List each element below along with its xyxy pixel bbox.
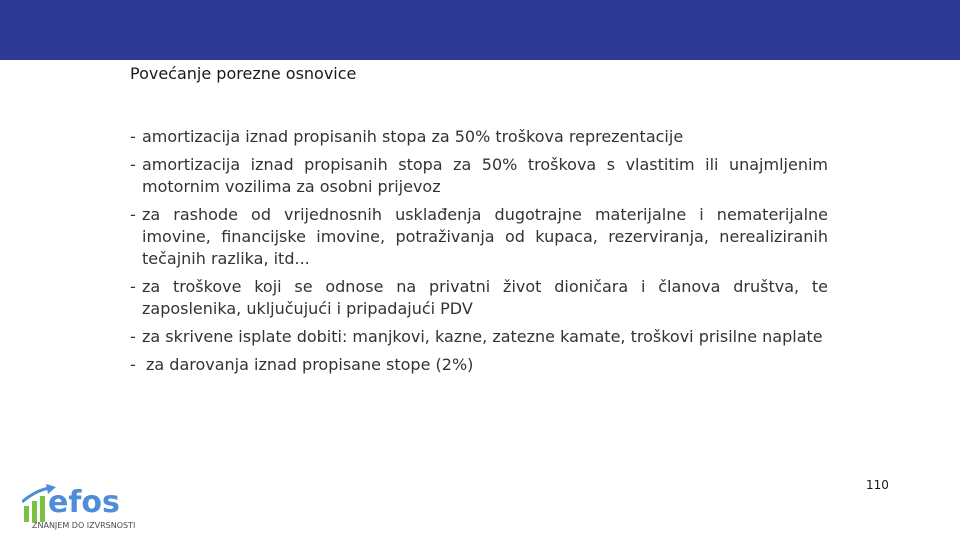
bullet-item xyxy=(130,326,828,348)
top-bar xyxy=(0,0,960,60)
bullet-text: za skrivene isplate dobiti: manjkovi, kazne, zatezne kamate, troškovi prisilne naplate xyxy=(142,327,823,346)
bullet-text: za troškove koji se odnose na privatni život dioničara i članova društva, te zaposlenika, uključujući i pripadajući PDV xyxy=(142,277,828,318)
bullet-dash: - xyxy=(130,205,136,224)
bullet-dash: - xyxy=(130,277,136,296)
bullet-item xyxy=(130,204,828,270)
page-number: 110 xyxy=(866,478,889,492)
slide-title: Povećanje porezne osnovice xyxy=(130,64,357,83)
bullet-text: amortizacija iznad propisanih stopa za 50% troškova reprezentacije xyxy=(142,127,684,146)
bullet-item xyxy=(130,154,828,198)
bullet-dash: - xyxy=(130,127,136,146)
bullet-text: amortizacija iznad propisanih stopa za 50% troškova s vlastitim ili unajmljenim motornim vozilima za osobni prijevoz xyxy=(142,155,828,196)
logo-wordmark: efos xyxy=(48,485,120,520)
bullet-dash: - xyxy=(130,327,136,346)
bullet-text: za darovanja iznad propisane stope (2%) xyxy=(146,355,474,374)
bullet-item xyxy=(130,354,828,376)
bullet-item xyxy=(130,276,828,320)
bullet-item xyxy=(130,126,828,148)
bullet-text: za rashode od vrijednosnih usklađenja dugotrajne materijalne i nematerijalne imovine, financijske imovine, potraživanja od kupaca, rezerviranja, nerealiziranih tečajnih razlika, itd... xyxy=(142,205,828,268)
logo-tagline: ZNANJEM DO IZVRSNOSTI xyxy=(32,521,136,530)
bullet-dash: - xyxy=(130,355,136,374)
bullet-dash: - xyxy=(130,155,136,174)
bullet-list xyxy=(130,126,828,382)
